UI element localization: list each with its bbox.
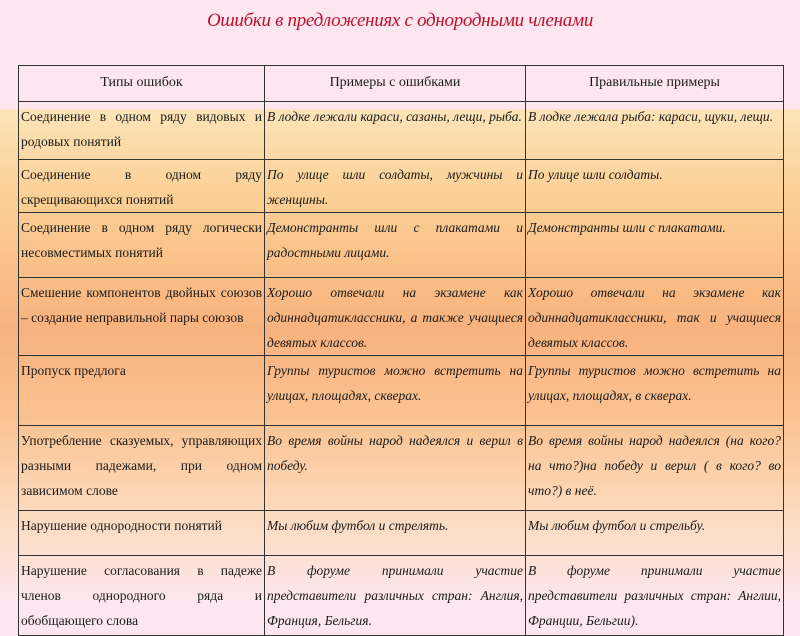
errors-table	[18, 65, 784, 636]
wrong-example-cell: Группы туристов можно встретить на улицах, площадях, скверах.	[265, 356, 526, 426]
table-row	[19, 102, 784, 160]
error-type-cell: Соединение в одном ряду скрещивающихся понятий	[19, 160, 265, 213]
table-header-row	[19, 66, 784, 102]
error-type-cell: Нарушение однородности понятий	[19, 511, 265, 556]
table-row	[19, 556, 784, 636]
wrong-example-cell: Мы любим футбол и стрелять.	[265, 511, 526, 556]
wrong-example-cell: В лодке лежали караси, сазаны, лещи, рыба.	[265, 102, 526, 160]
correct-example-cell: Мы любим футбол и стрельбу.	[526, 511, 784, 556]
error-type-cell: Пропуск предлога	[19, 356, 265, 426]
table-row	[19, 160, 784, 213]
correct-example-cell: Группы туристов можно встретить на улицах, площадях, в скверах.	[526, 356, 784, 426]
correct-example-cell: Во время войны народ надеялся (на кого? на что?)на победу и верил ( в кого? во что?) в неё.	[526, 426, 784, 511]
header-correct-examples: Правильные примеры	[526, 66, 784, 102]
correct-example-cell: В лодке лежала рыба: караси, щуки, лещи.	[526, 102, 784, 160]
header-wrong-examples: Примеры с ошибками	[265, 66, 526, 102]
wrong-example-cell: По улице шли солдаты, мужчины и женщины.	[265, 160, 526, 213]
wrong-example-cell: Хорошо отвечали на экзамене как одиннадцатиклассники, а также учащиеся девятых классов.	[265, 278, 526, 356]
correct-example-cell: В форуме принимали участие представители различных стран: Англии, Франции, Бельгии).	[526, 556, 784, 636]
header-error-types: Типы ошибок	[19, 66, 265, 102]
correct-example-cell: Хорошо отвечали на экзамене как одиннадцатиклассники, так и учащиеся девятых классов.	[526, 278, 784, 356]
table-row	[19, 511, 784, 556]
table-row	[19, 356, 784, 426]
error-type-cell: Смешение компонентов двойных союзов – создание неправильной пары союзов	[19, 278, 265, 356]
error-type-cell: Соединение в одном ряду логически несовместимых понятий	[19, 213, 265, 278]
error-type-cell: Соединение в одном ряду видовых и родовых понятий	[19, 102, 265, 160]
table-row	[19, 213, 784, 278]
table-row	[19, 426, 784, 511]
wrong-example-cell: Во время войны народ надеялся и верил в победу.	[265, 426, 526, 511]
table-row	[19, 278, 784, 356]
correct-example-cell: Демонстранты шли с плакатами.	[526, 213, 784, 278]
slide-title: Ошибки в предложениях с однородными членами	[206, 10, 594, 31]
error-type-cell: Нарушение согласования в падеже членов однородного ряда и обобщающего слова	[19, 556, 265, 636]
wrong-example-cell: В форуме принимали участие представители различных стран: Англия, Франция, Бельгия.	[265, 556, 526, 636]
wrong-example-cell: Демонстранты шли с плакатами и радостными лицами.	[265, 213, 526, 278]
correct-example-cell: По улице шли солдаты.	[526, 160, 784, 213]
error-type-cell: Употребление сказуемых, управляющих разными падежами, при одном зависимом слове	[19, 426, 265, 511]
